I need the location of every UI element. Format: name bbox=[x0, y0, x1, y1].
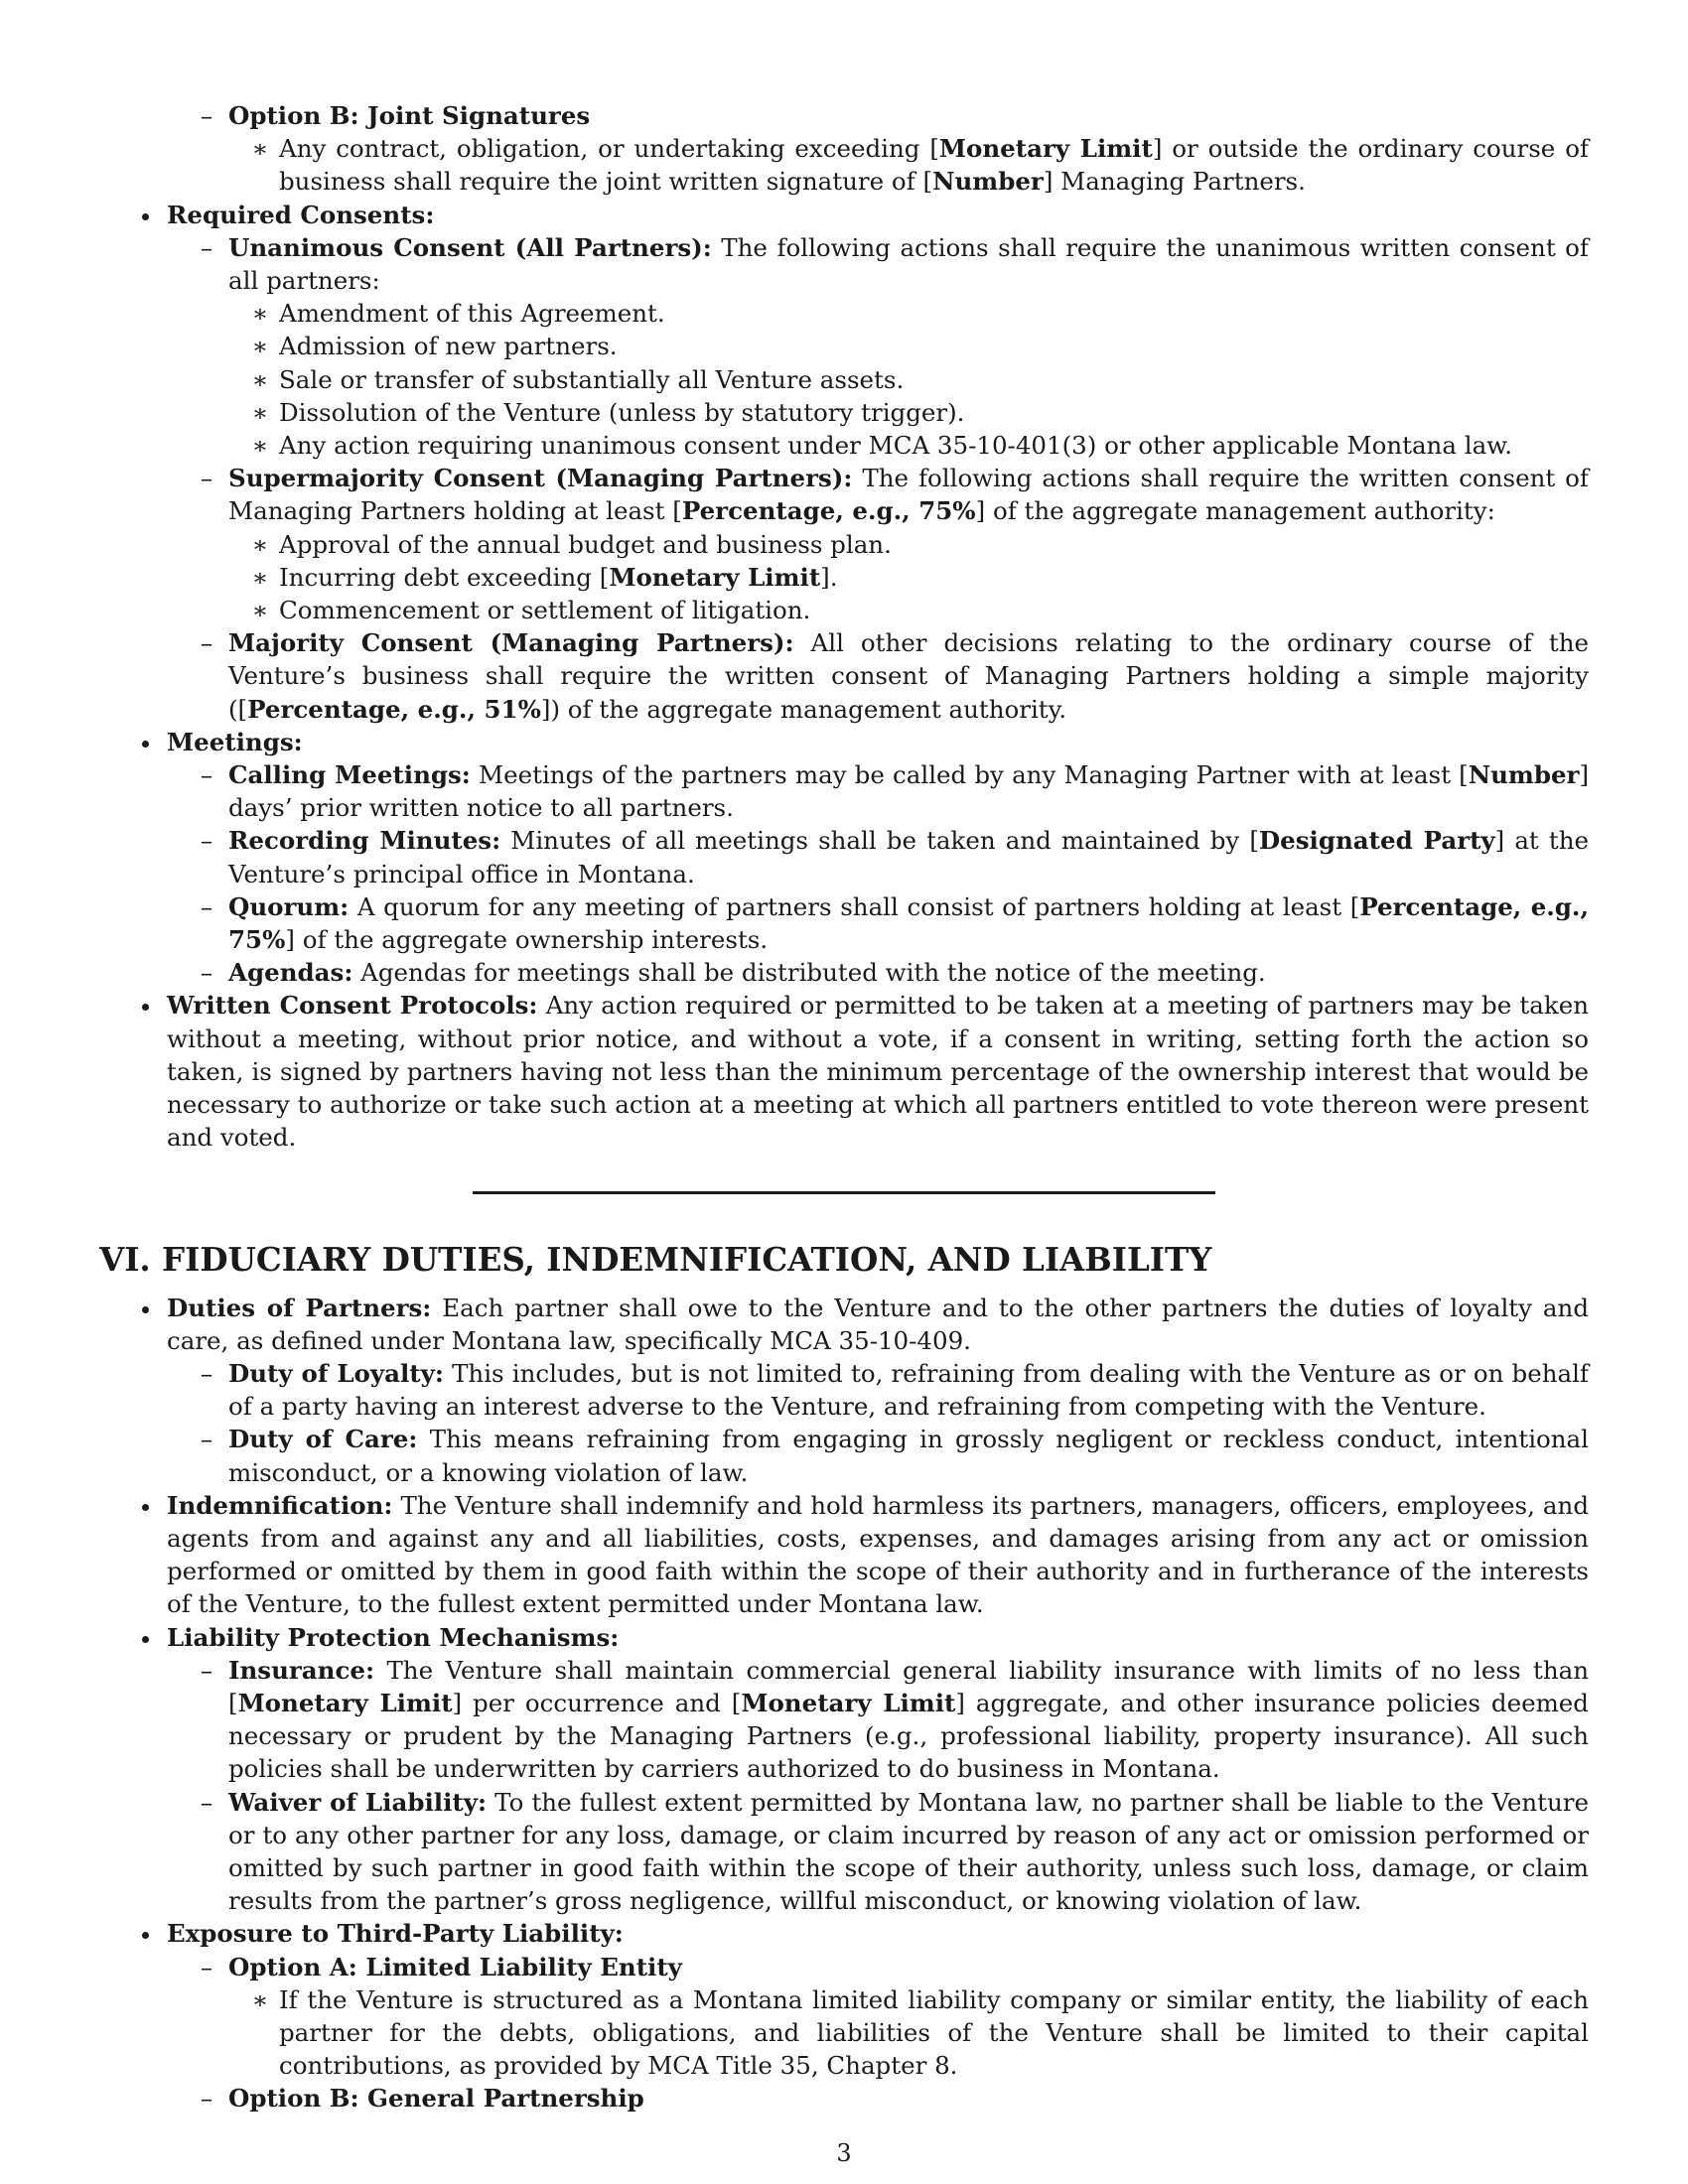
unanimous-consent-text: The following actions shall require the unanimous written consent of all partners: bbox=[228, 232, 1589, 296]
duty-of-loyalty-text: This includes, but is not limited to, refraining from dealing with the Venture as or on behalf of a party having an interest adverse to the Venture, and refraining from competing with the Venture. bbox=[228, 1358, 1590, 1422]
text-run: ]) of the aggregate management authority. bbox=[540, 694, 1066, 724]
written-consent-text: Any action required or permitted to be taken at a meeting of partners may be taken without a meeting, without prior notice, and without a vote, if a consent in writing, setting forth the action so taken, is signed by partners having not less than the minimum percentage of the ownership interest that would be necessary to authorize or take such action at a meeting at which all partners entitled to vote thereon were present and voted. bbox=[167, 991, 1589, 1153]
list-item-recording-minutes bbox=[99, 824, 1589, 889]
list-item-duty-of-loyalty bbox=[99, 1357, 1589, 1423]
list-item-text: Admission of new partners. bbox=[279, 332, 618, 361]
dash-marker: – bbox=[200, 1358, 213, 1388]
insurance-label: Insurance: bbox=[228, 1655, 375, 1685]
placeholder-percentage: Percentage, e.g., 75% bbox=[228, 891, 1589, 955]
bullet-dot-icon bbox=[142, 1504, 149, 1511]
list-item bbox=[99, 594, 1589, 626]
asterisk-marker: ∗ bbox=[251, 397, 269, 427]
placeholder-designated-party: Designated Party bbox=[1258, 826, 1495, 856]
placeholder-percentage: Percentage, e.g., 51% bbox=[247, 694, 541, 724]
list-item-insurance bbox=[99, 1654, 1589, 1786]
list-item-written-consent-protocols bbox=[99, 989, 1589, 1154]
list-item-text: Approval of the annual budget and business plan. bbox=[279, 529, 892, 559]
bullet-dot-icon bbox=[142, 1636, 149, 1643]
text-run: ] per occurrence and [ bbox=[452, 1688, 742, 1717]
dash-marker: – bbox=[200, 760, 213, 790]
dash-marker: – bbox=[200, 891, 213, 921]
text-run: ] at the Venture’s principal office in Montana. bbox=[228, 826, 1589, 888]
asterisk-marker: ∗ bbox=[251, 596, 269, 625]
list-item-calling-meetings bbox=[99, 758, 1589, 824]
placeholder-percentage: Percentage, e.g., 75% bbox=[681, 496, 976, 526]
text-run: The following actions shall require the written consent of Managing Partners holding at least [ bbox=[228, 464, 1589, 526]
required-consents-title: Required Consents: bbox=[167, 200, 435, 229]
asterisk-marker: ∗ bbox=[251, 1984, 269, 2014]
list-item-liability-protection bbox=[99, 1621, 1589, 1654]
dash-marker: – bbox=[200, 2084, 213, 2114]
text-run: Minutes of all meetings shall be taken and maintained by [ bbox=[500, 826, 1259, 856]
dash-marker: – bbox=[200, 628, 213, 658]
dash-marker: – bbox=[200, 1787, 213, 1817]
text-run: Agendas for meetings shall be distributed with the notice of the meeting. bbox=[352, 958, 1266, 988]
calling-meetings-label: Calling Meetings: bbox=[228, 760, 471, 790]
asterisk-marker: ∗ bbox=[251, 562, 269, 592]
page-number: 3 bbox=[836, 2139, 852, 2167]
text-run: ] aggregate, and other insurance policies deemed necessary or prudent by the Managing Partners (e.g., professional liability, property insurance). All such policies shall be underwritten by carriers authorized to do business in Montana. bbox=[228, 1688, 1589, 1784]
list-item-option-a bbox=[99, 1951, 1589, 1983]
list-item-text: Amendment of this Agreement. bbox=[279, 299, 665, 329]
dash-marker: – bbox=[200, 101, 213, 130]
list-item-meetings bbox=[99, 726, 1589, 758]
dash-marker: – bbox=[200, 464, 213, 493]
list-item bbox=[99, 528, 1589, 561]
section-heading: VI. FIDUCIARY DUTIES, INDEMNIFICATION, AND LIABILITY bbox=[99, 1239, 1212, 1279]
bullet-marker bbox=[135, 1917, 155, 1950]
text-run: ] of the aggregate management authority: bbox=[975, 496, 1495, 526]
dash-marker: – bbox=[200, 826, 213, 856]
list-item-duty-of-care bbox=[99, 1423, 1589, 1488]
bullet-dot-icon bbox=[142, 741, 149, 748]
option-a-text: If the Venture is structured as a Montana limited liability company or similar entity, the liability of each partner for the debts, obligations, and liabilities of the Venture shall be limited to their capital contributions, as provided by MCA Title 35, Chapter 8. bbox=[279, 1984, 1589, 2081]
text-run: A quorum for any meeting of partners shall consist of partners holding at least [ bbox=[349, 891, 1360, 921]
dash-marker: – bbox=[200, 1425, 213, 1454]
placeholder-monetary-limit: Monetary Limit bbox=[938, 134, 1153, 164]
indemnification-label: Indemnification: bbox=[167, 1490, 393, 1520]
dash-marker: – bbox=[200, 958, 213, 988]
option-a-title: Option A: Limited Liability Entity bbox=[228, 1952, 682, 1981]
placeholder-monetary-limit: Monetary Limit bbox=[609, 562, 821, 592]
recording-minutes-label: Recording Minutes: bbox=[228, 826, 501, 856]
text-run: ] Managing Partners. bbox=[1043, 167, 1306, 197]
waiver-text: To the fullest extent permitted by Montana law, no partner shall be liable to the Venture or to any other partner for any loss, damage, or claim incurred by reason of any act or omission performed or omitted by such partner in good faith within the scope of their authority, unless such loss, damage, or claim results from the partner’s gross negligence, willful misconduct, or knowing violation of law. bbox=[228, 1787, 1590, 1916]
meetings-title: Meetings: bbox=[167, 727, 303, 756]
placeholder-number: Number bbox=[1468, 760, 1580, 790]
text-run: Incurring debt exceeding [ bbox=[279, 562, 610, 592]
list-item-supermajority-consent bbox=[99, 462, 1589, 527]
duty-of-loyalty-label: Duty of Loyalty: bbox=[228, 1358, 444, 1388]
list-item-quorum bbox=[99, 890, 1589, 956]
list-item bbox=[99, 1983, 1589, 2083]
bullet-dot-icon bbox=[142, 1306, 149, 1313]
bullet-marker bbox=[135, 1292, 155, 1324]
waiver-label: Waiver of Liability: bbox=[228, 1787, 487, 1817]
dash-marker: – bbox=[200, 1952, 213, 1981]
list-item-text: Commencement or settlement of litigation. bbox=[279, 596, 811, 625]
list-item bbox=[99, 363, 1589, 396]
bullet-marker bbox=[135, 1621, 155, 1654]
third-party-liability-title: Exposure to Third-Party Liability: bbox=[167, 1919, 624, 1949]
list-item bbox=[99, 297, 1589, 330]
asterisk-marker: ∗ bbox=[251, 134, 269, 164]
text-run: ] of the aggregate ownership interests. bbox=[285, 925, 769, 955]
list-item-joint-signature-rule bbox=[99, 132, 1589, 198]
list-item bbox=[99, 429, 1589, 462]
bullet-dot-icon bbox=[142, 213, 149, 220]
bullet-dot-icon bbox=[142, 1932, 149, 1939]
text-run: ] or outside the ordinary course of business shall require the joint written signature of [ bbox=[279, 134, 1590, 197]
list-item-text: Any action requiring unanimous consent under MCA 35-10-401(3) or other applicable Montana law. bbox=[279, 431, 1513, 461]
text-run: ]. bbox=[820, 562, 838, 592]
list-item-option-b-joint-signatures bbox=[99, 99, 1589, 132]
option-b-joint-signatures-title: Option B: Joint Signatures bbox=[228, 101, 591, 130]
list-item bbox=[99, 396, 1589, 429]
list-item bbox=[99, 561, 1589, 594]
list-item-unanimous-consent bbox=[99, 231, 1589, 297]
text-run: All other decisions relating to the ordinary course of the Venture’s business shall require the written consent of Managing Partners holding a simple majority ([ bbox=[228, 628, 1589, 724]
liability-protection-title: Liability Protection Mechanisms: bbox=[167, 1622, 620, 1652]
duty-of-care-label: Duty of Care: bbox=[228, 1425, 418, 1454]
asterisk-marker: ∗ bbox=[251, 529, 269, 559]
supermajority-consent-label: Supermajority Consent (Managing Partners): bbox=[228, 464, 853, 493]
indemnification-text: The Venture shall indemnify and hold harmless its partners, managers, officers, employees, and agents from and against any and all liabilities, costs, expenses, and damages arising from any act or omission performed or omitted by them in good faith within the scope of their authority and in furtherance of the interests of the Venture, to the fullest extent permitted under Montana law. bbox=[167, 1490, 1589, 1619]
list-item-majority-consent bbox=[99, 626, 1589, 726]
section-divider bbox=[473, 1191, 1215, 1194]
list-item-text: Dissolution of the Venture (unless by statutory trigger). bbox=[279, 397, 965, 427]
bullet-marker bbox=[135, 1489, 155, 1522]
dash-marker: – bbox=[200, 232, 213, 262]
bullet-dot-icon bbox=[142, 1004, 149, 1011]
text-run: Meetings of the partners may be called by any Managing Partner with at least [ bbox=[470, 760, 1469, 790]
list-item-option-b-general-partnership bbox=[99, 2082, 1589, 2115]
document-page bbox=[99, 99, 1589, 2116]
text-run: ] days’ prior written notice to all partners. bbox=[228, 760, 1590, 823]
list-item-third-party-liability bbox=[99, 1917, 1589, 1950]
list-item-agendas bbox=[99, 956, 1589, 989]
quorum-label: Quorum: bbox=[228, 891, 350, 921]
written-consent-label: Written Consent Protocols: bbox=[167, 991, 538, 1021]
option-b-general-partnership-title: Option B: General Partnership bbox=[228, 2084, 644, 2114]
list-item-required-consents bbox=[99, 199, 1589, 231]
duties-text: Each partner shall owe to the Venture and to the other partners the duties of loyalty and care, as defined under Montana law, specifically MCA 35-10-409. bbox=[167, 1293, 1589, 1355]
list-item-text: Sale or transfer of substantially all Venture assets. bbox=[279, 364, 905, 394]
placeholder-monetary-limit: Monetary Limit bbox=[237, 1688, 453, 1717]
duty-of-care-text: This means refraining from engaging in grossly negligent or reckless conduct, intentional misconduct, or a knowing violation of law. bbox=[228, 1425, 1590, 1487]
placeholder-number: Number bbox=[932, 167, 1044, 197]
bullet-marker bbox=[135, 989, 155, 1022]
placeholder-monetary-limit: Monetary Limit bbox=[741, 1688, 956, 1717]
bullet-marker bbox=[135, 726, 155, 758]
asterisk-marker: ∗ bbox=[251, 299, 269, 329]
text-run: The Venture shall maintain commercial general liability insurance with limits of no less than [ bbox=[228, 1655, 1589, 1717]
asterisk-marker: ∗ bbox=[251, 431, 269, 461]
dash-marker: – bbox=[200, 1655, 213, 1685]
list-item-waiver-of-liability bbox=[99, 1786, 1589, 1918]
list-item-indemnification bbox=[99, 1489, 1589, 1621]
majority-consent-label: Majority Consent (Managing Partners): bbox=[228, 628, 794, 658]
text-run: Any contract, obligation, or undertaking exceeding [ bbox=[279, 134, 939, 164]
unanimous-consent-label: Unanimous Consent (All Partners): bbox=[228, 232, 712, 262]
list-item-duties-of-partners bbox=[99, 1292, 1589, 1357]
agendas-label: Agendas: bbox=[228, 958, 353, 988]
bullet-marker bbox=[135, 199, 155, 231]
asterisk-marker: ∗ bbox=[251, 332, 269, 361]
duties-label: Duties of Partners: bbox=[167, 1293, 432, 1322]
list-item bbox=[99, 330, 1589, 362]
asterisk-marker: ∗ bbox=[251, 364, 269, 394]
